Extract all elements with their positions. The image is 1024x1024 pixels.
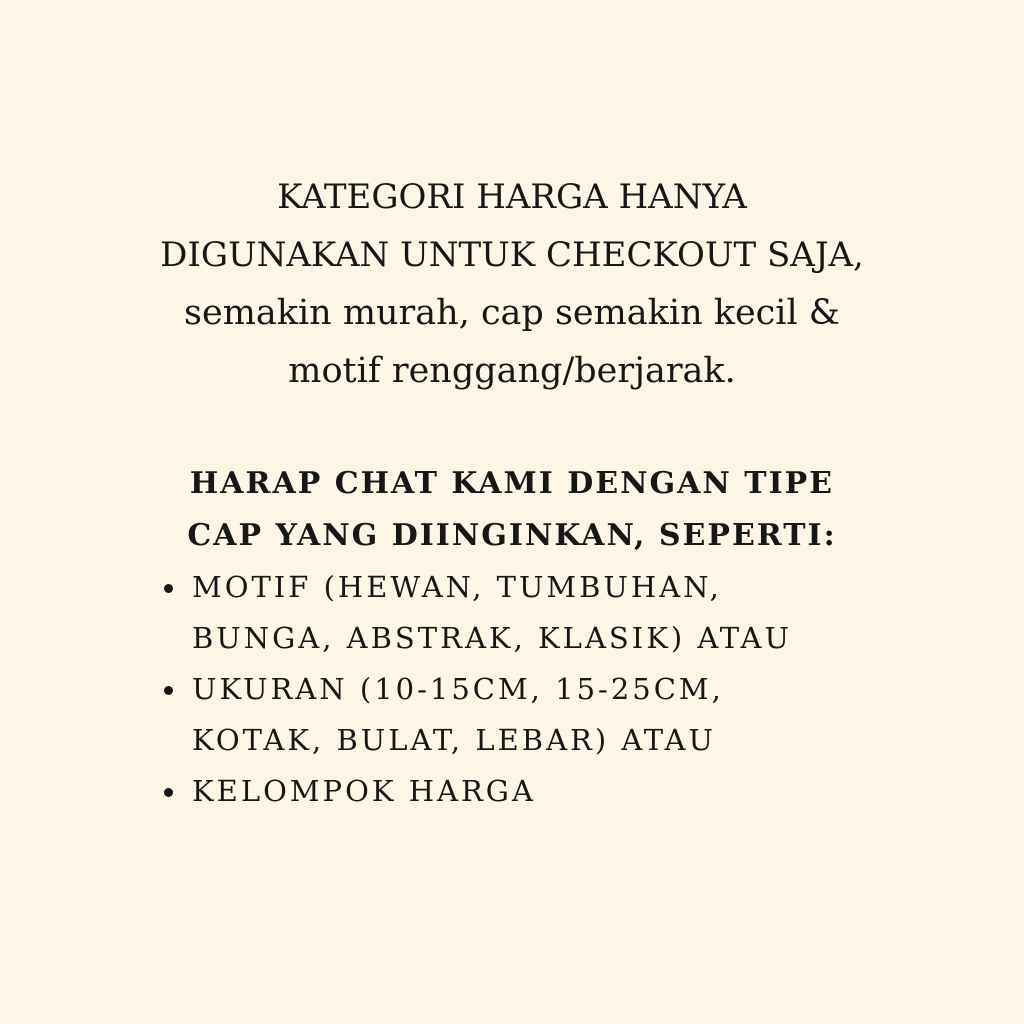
- list-item: [160, 664, 960, 766]
- list-item: [160, 562, 960, 664]
- bullet-icon: [164, 584, 173, 593]
- intro-line: DIGUNAKAN UNTUK CHECKOUT SAJA,: [160, 235, 864, 275]
- intro-line: motif renggang/berjarak.: [288, 351, 736, 391]
- bullet-icon: [164, 686, 173, 695]
- heading-line: CAP YANG DIINGINKAN, SEPERTI:: [187, 518, 837, 553]
- list-item: [160, 766, 960, 817]
- instruction-heading: [40, 458, 984, 562]
- heading-line: HARAP CHAT KAMI DENGAN TIPE: [189, 466, 835, 501]
- intro-line: KATEGORI HARGA HANYA: [277, 177, 747, 217]
- list-item-line: UKURAN (10-15CM, 15-25CM,: [192, 672, 724, 706]
- bullet-icon: [164, 788, 173, 797]
- option-list: [160, 562, 960, 817]
- intro-text: [40, 168, 984, 400]
- list-item-line: BUNGA, ABSTRAK, KLASIK) ATAU: [192, 621, 792, 655]
- intro-line: semakin murah, cap semakin kecil &: [184, 293, 840, 333]
- list-item-line: KELOMPOK HARGA: [192, 774, 536, 808]
- list-item-line: KOTAK, BULAT, LEBAR) ATAU: [192, 723, 716, 757]
- list-item-line: MOTIF (HEWAN, TUMBUHAN,: [192, 570, 722, 604]
